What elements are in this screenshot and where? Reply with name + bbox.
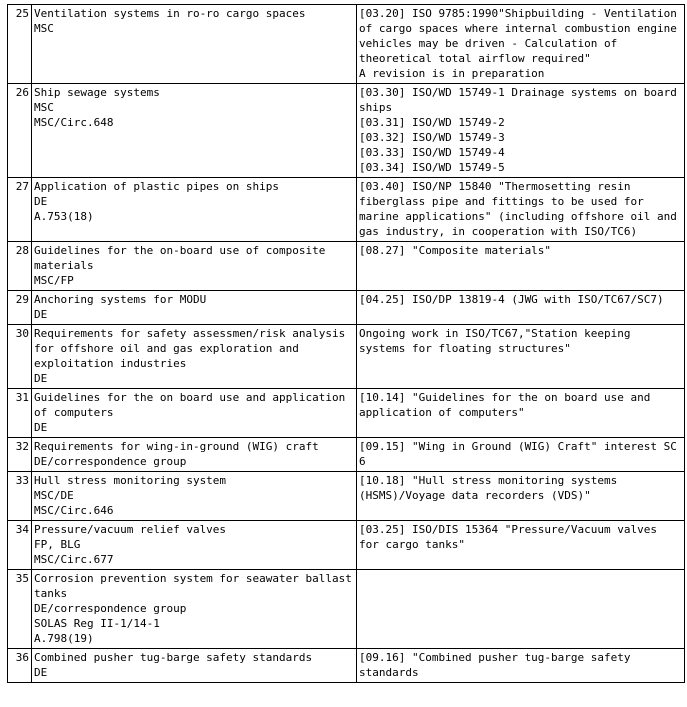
iso-reference-line: [03.34] ISO/WD 15749-5 bbox=[359, 161, 505, 174]
iso-reference-line: [03.33] ISO/WD 15749-4 bbox=[359, 146, 505, 159]
item-line: A.753(18) bbox=[34, 210, 94, 223]
item-line: DE bbox=[34, 372, 48, 385]
item-line: Ventilation systems in ro-ro cargo spaces bbox=[34, 7, 306, 20]
table-row bbox=[8, 178, 685, 242]
iso-reference-line: [03.40] ISO/NP 15840 "Thermosetting resin fiberglass pipe and fittings to be used for marine applications" (including offshore oil and gas industry, in cooperation with ISO/TC6) bbox=[359, 180, 677, 238]
iso-reference-line: [09.15] "Wing in Ground (WIG) Craft" interest SC 6 bbox=[359, 440, 677, 468]
item-cell bbox=[32, 84, 357, 178]
item-line: MSC bbox=[34, 101, 54, 114]
iso-reference-line: [09.16] "Combined pusher tug-barge safety standards bbox=[359, 651, 631, 679]
iso-reference-cell bbox=[357, 521, 685, 570]
item-line: Pressure/vacuum relief valves bbox=[34, 523, 227, 536]
item-cell bbox=[32, 242, 357, 291]
item-line: MSC bbox=[34, 22, 54, 35]
table-row bbox=[8, 242, 685, 291]
table-row bbox=[8, 84, 685, 178]
item-line: Ship sewage systems bbox=[34, 86, 160, 99]
table-row bbox=[8, 291, 685, 325]
table-row bbox=[8, 325, 685, 389]
item-line: Corrosion prevention system for seawater ballast tanks bbox=[34, 572, 352, 600]
item-line: Combined pusher tug-barge safety standards bbox=[34, 651, 313, 664]
row-number: 31 bbox=[8, 389, 32, 438]
item-line: Hull stress monitoring system bbox=[34, 474, 227, 487]
row-number: 32 bbox=[8, 438, 32, 472]
item-line: DE/correspondence group bbox=[34, 455, 187, 468]
iso-reference-cell bbox=[357, 389, 685, 438]
table-row bbox=[8, 5, 685, 84]
row-number: 36 bbox=[8, 649, 32, 683]
row-number: 33 bbox=[8, 472, 32, 521]
item-line: Guidelines for the on-board use of composite materials bbox=[34, 244, 326, 272]
item-cell bbox=[32, 389, 357, 438]
iso-reference-cell bbox=[357, 291, 685, 325]
item-cell bbox=[32, 291, 357, 325]
table-body bbox=[8, 5, 685, 683]
row-number: 30 bbox=[8, 325, 32, 389]
row-number: 25 bbox=[8, 5, 32, 84]
item-line: A.798(19) bbox=[34, 632, 94, 645]
iso-reference-line: [10.18] "Hull stress monitoring systems (HSMS)/Voyage data recorders (VDS)" bbox=[359, 474, 618, 502]
item-line: DE bbox=[34, 666, 48, 679]
item-line: MSC/Circ.646 bbox=[34, 504, 114, 517]
item-cell bbox=[32, 325, 357, 389]
item-line: DE/correspondence group bbox=[34, 602, 187, 615]
item-line: MSC/DE bbox=[34, 489, 74, 502]
table-row bbox=[8, 521, 685, 570]
item-line: Application of plastic pipes on ships bbox=[34, 180, 280, 193]
iso-reference-line: [03.20] ISO 9785:1990"Shipbuilding - Ventilation of cargo spaces where internal combustion engine vehicles may be driven - Calculation of theoretical total airflow required" bbox=[359, 7, 677, 65]
item-line: MSC/FP bbox=[34, 274, 74, 287]
item-line: Requirements for wing-in-ground (WIG) craft bbox=[34, 440, 319, 453]
item-cell bbox=[32, 521, 357, 570]
iso-reference-line: [10.14] "Guidelines for the on board use and application of computers" bbox=[359, 391, 651, 419]
iso-reference-line: [08.27] "Composite materials" bbox=[359, 244, 552, 257]
iso-reference-cell bbox=[357, 178, 685, 242]
item-line: DE bbox=[34, 308, 48, 321]
items-table bbox=[7, 4, 685, 683]
table-row bbox=[8, 438, 685, 472]
table-row bbox=[8, 649, 685, 683]
iso-reference-cell bbox=[357, 570, 685, 649]
row-number: 29 bbox=[8, 291, 32, 325]
iso-reference-cell bbox=[357, 84, 685, 178]
item-line: MSC/Circ.648 bbox=[34, 116, 114, 129]
item-line: Guidelines for the on board use and application of computers bbox=[34, 391, 346, 419]
item-line: SOLAS Reg II-1/14-1 bbox=[34, 617, 160, 630]
iso-reference-cell bbox=[357, 5, 685, 84]
row-number: 27 bbox=[8, 178, 32, 242]
iso-reference-line: Ongoing work in ISO/TC67,"Station keeping systems for floating structures" bbox=[359, 327, 631, 355]
item-cell bbox=[32, 438, 357, 472]
table-row bbox=[8, 570, 685, 649]
iso-reference-cell bbox=[357, 325, 685, 389]
item-line: Requirements for safety assessmen/risk analysis for offshore oil and gas exploration and exploitation industries bbox=[34, 327, 346, 370]
iso-reference-line: [03.25] ISO/DIS 15364 "Pressure/Vacuum valves for cargo tanks" bbox=[359, 523, 658, 551]
row-number: 26 bbox=[8, 84, 32, 178]
row-number: 28 bbox=[8, 242, 32, 291]
item-line: Anchoring systems for MODU bbox=[34, 293, 207, 306]
item-line: MSC/Circ.677 bbox=[34, 553, 114, 566]
item-cell bbox=[32, 5, 357, 84]
item-line: DE bbox=[34, 195, 48, 208]
iso-reference-cell bbox=[357, 472, 685, 521]
table-row bbox=[8, 472, 685, 521]
item-cell bbox=[32, 570, 357, 649]
iso-reference-line: [03.32] ISO/WD 15749-3 bbox=[359, 131, 505, 144]
iso-reference-line: [03.31] ISO/WD 15749-2 bbox=[359, 116, 505, 129]
iso-reference-line: [04.25] ISO/DP 13819-4 (JWG with ISO/TC67/SC7) bbox=[359, 293, 664, 306]
row-number: 34 bbox=[8, 521, 32, 570]
iso-reference-cell bbox=[357, 438, 685, 472]
row-number: 35 bbox=[8, 570, 32, 649]
iso-reference-line: [03.30] ISO/WD 15749-1 Drainage systems on board ships bbox=[359, 86, 677, 114]
item-line: DE bbox=[34, 421, 48, 434]
iso-reference-cell bbox=[357, 242, 685, 291]
table-row bbox=[8, 389, 685, 438]
iso-reference-cell bbox=[357, 649, 685, 683]
iso-reference-line: A revision is in preparation bbox=[359, 67, 545, 80]
item-line: FP, BLG bbox=[34, 538, 81, 551]
item-cell bbox=[32, 178, 357, 242]
item-cell bbox=[32, 472, 357, 521]
item-cell bbox=[32, 649, 357, 683]
